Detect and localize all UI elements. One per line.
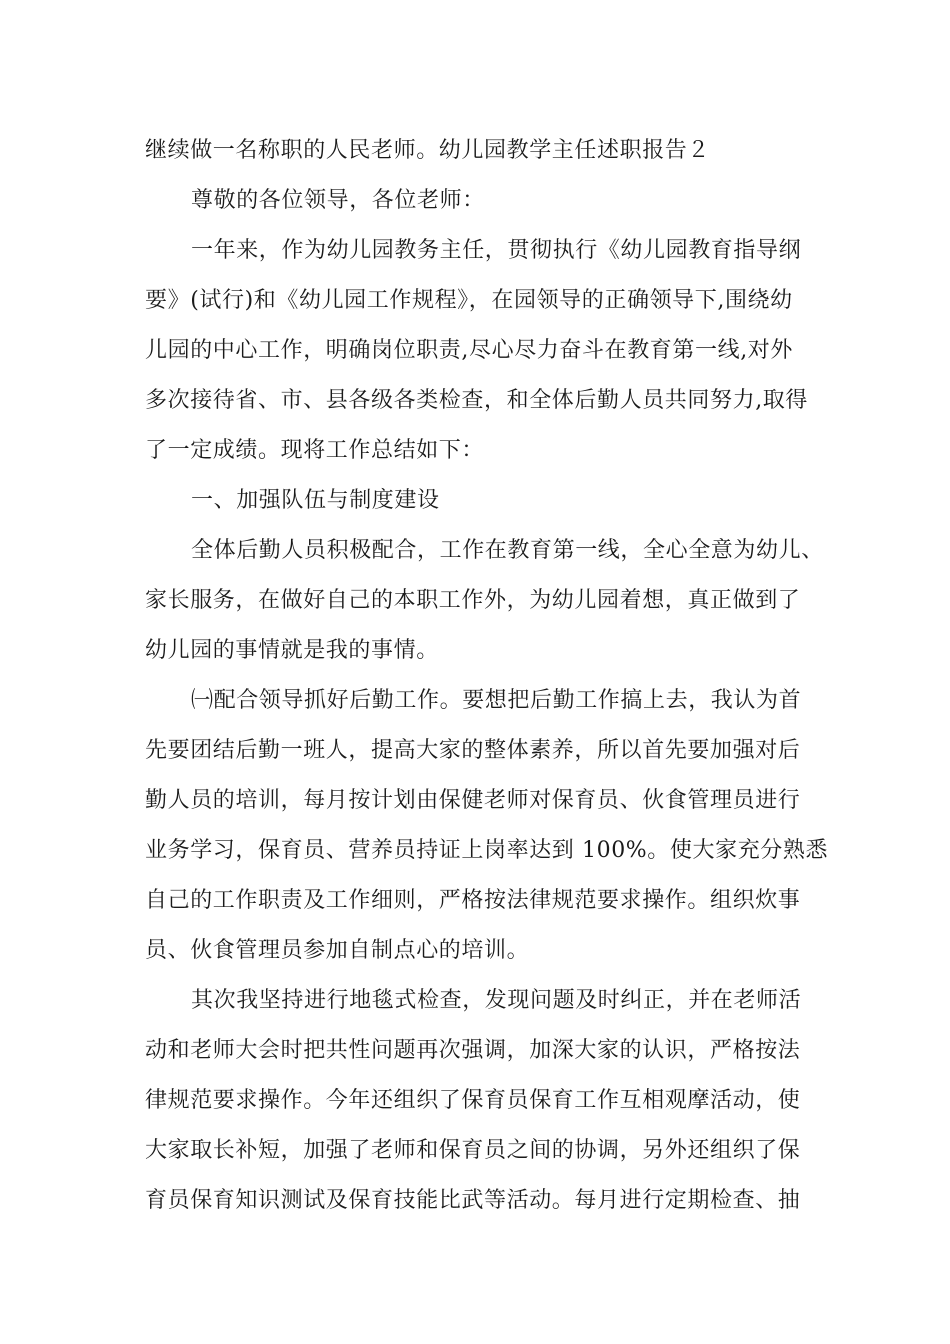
text-line: 继续做一名称职的人民老师。幼儿园教学主任述职报告２ [145, 138, 711, 163]
text-line: 要》(试行)和《幼儿园工作规程》，在园领导的正确领导下,围绕幼 [145, 288, 793, 313]
text-line: 动和老师大会时把共性问题再次强调，加深大家的认识，严格按法 [145, 1038, 801, 1063]
salutation-line: 尊敬的各位领导，各位老师： [191, 188, 485, 213]
text-line: 自己的工作职责及工作细则，严格按法律规范要求操作。组织炊事 [145, 888, 801, 913]
text-line: 一年来，作为幼儿园教务主任，贯彻执行《幼儿园教育指导纲 [191, 238, 802, 263]
text-line: 儿园的中心工作，明确岗位职责,尽心尽力奋斗在教育第一线,对外 [145, 338, 793, 363]
text-line: 家长服务，在做好自己的本职工作外，为幼儿园着想，真正做到了 [145, 588, 801, 613]
text-line: 业务学习，保育员、营养员持证上岗率达到 100%。使大家充分熟悉 [145, 838, 829, 863]
text-line: ㈠配合领导抓好后勤工作。要想把后勤工作搞上去，我认为首 [191, 688, 802, 713]
text-line: 幼儿园的事情就是我的事情。 [145, 638, 439, 663]
text-line: 员、伙食管理员参加自制点心的培训。 [145, 938, 530, 963]
text-line: 全体后勤人员积极配合，工作在教育第一线，全心全意为幼儿、 [191, 538, 824, 563]
text-line: 多次接待省、市、县各级各类检查，和全体后勤人员共同努力,取得 [145, 388, 808, 413]
text-line: 了一定成绩。现将工作总结如下： [145, 438, 485, 463]
text-line: 先要团结后勤一班人，提高大家的整体素养，所以首先要加强对后 [145, 738, 801, 763]
document-body [145, 126, 838, 1226]
section-heading: 一、加强队伍与制度建设 [191, 488, 440, 513]
text-line: 大家取长补短，加强了老师和保育员之间的协调，另外还组织了保 [145, 1138, 801, 1163]
text-line: 律规范要求操作。今年还组织了保育员保育工作互相观摩活动，使 [145, 1088, 801, 1113]
text-line: 其次我坚持进行地毯式检查，发现问题及时纠正，并在老师活 [191, 988, 802, 1013]
text-line: 育员保育知识测试及保育技能比武等活动。每月进行定期检查、抽 [145, 1188, 801, 1213]
text-line: 勤人员的培训，每月按计划由保健老师对保育员、伙食管理员进行 [145, 788, 801, 813]
